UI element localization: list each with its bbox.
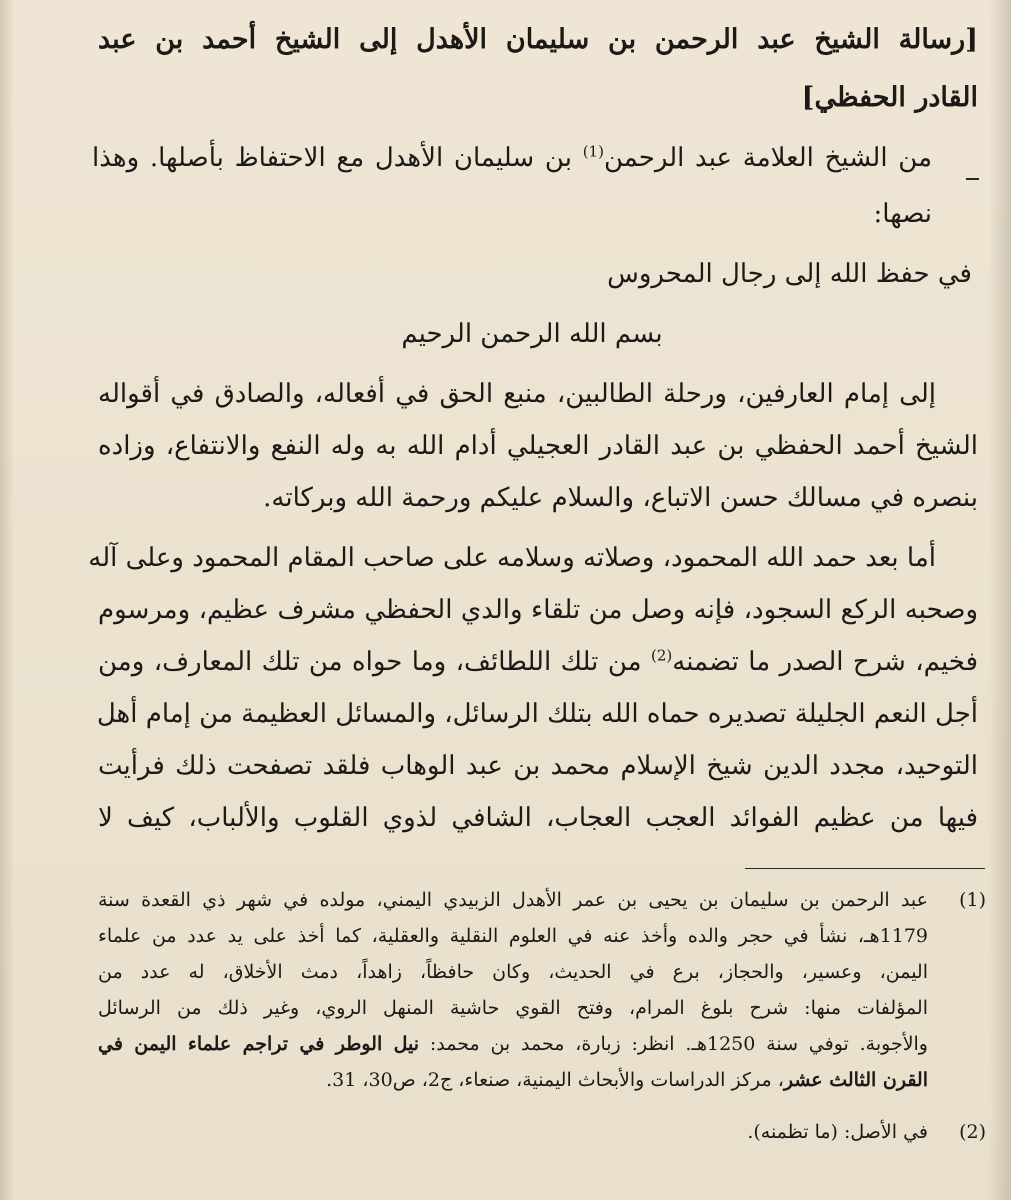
intro-line-1 (92, 140, 932, 176)
paragraph2-line-2: وصحبه الركع السجود، فإنه وصل من تلقاء والدي الحفظي مشرف عظيم، ومرسوم (98, 595, 978, 625)
paragraph2-text-after-ref: من تلك اللطائف، وما حواه من تلك المعارف، ومن (98, 647, 651, 677)
footnote-1-book-title-part-1: نيل الوطر في تراجم علماء اليمن في (98, 1033, 420, 1055)
footnote-1-line-4: المؤلفات منها: شرح بلوغ المرام، وفتح القوي حاشية المنهل الروي، وغير ذلك من الرسائل (98, 997, 928, 1019)
footnote-1-line-5 (98, 1030, 928, 1058)
footnote-2-text: في الأصل: (ما تظمنه). (747, 1121, 928, 1143)
footnote-1-line-2: 1179هـ، نشأ في حجر والده وأخذ عنه في العلوم النقلية والعقلية، كما أخذ على يد عدد من علماء (98, 925, 928, 947)
footnote-1-line-6-plain: ، مركز الدراسات والأبحاث اليمنية، صنعاء، ج2، ص30، 31. (326, 1069, 784, 1091)
paragraph2-line-4: أجل النعم الجليلة تصديره حماه الله بتلك الرسائل، والمسائل العظيمة من إمام أهل (96, 699, 978, 729)
page-left-edge-shading (0, 0, 14, 1200)
paragraph2-line-5: التوحيد، مجدد الدين شيخ الإسلام محمد بن عبد الوهاب فلقد تصفحت ذلك فرأيت (98, 751, 978, 781)
paragraph1-line-2: الشيخ أحمد الحفظي بن عبد القادر العجيلي أدام الله به وله النفع والانتفاع، وزاده (98, 431, 978, 461)
footnote-1-number: (1) (959, 889, 986, 911)
paragraph2-text-before-ref: فخيم، شرح الصدر ما تضمنه (672, 647, 978, 677)
intro-text-after-ref: بن سليمان الأهدل مع الاحتفاظ بأصلها. وهذا (92, 143, 583, 173)
heading-line-2: القادر الحفظي] (801, 82, 978, 113)
paragraph2-line-1: أما بعد حمد الله المحمود، وصلاته وسلامه على صاحب المقام المحمود وعلى آله (88, 543, 936, 573)
basmala: بسم الله الرحمن الرحيم (401, 319, 663, 349)
footnote-1-line-3: اليمن، وعسير، والحجاز، برع في الحديث، وكان حافظاً، زاهداً، دمث الأخلاق، له عدد من (98, 961, 928, 983)
heading-line-1: [رسالة الشيخ عبد الرحمن بن سليمان الأهدل إلى الشيخ أحمد بن عبد (98, 24, 978, 55)
footnote-1-line-6 (98, 1066, 928, 1094)
footnote-1-line-5-plain: والأجوبة. توفي سنة 1250هـ. انظر: زبارة، محمد بن محمد: (419, 1033, 928, 1055)
paragraph2-line-3 (98, 644, 978, 680)
paragraph1-line-3: بنصره في مسالك حسن الاتباع، والسلام عليكم ورحمة الله وبركاته. (263, 483, 978, 513)
footnote-1-line-1: عبد الرحمن بن سليمان بن يحيى بن عمر الأهدل الزبيدي اليمني، مولده في شهر ذي القعدة سنة (98, 889, 928, 911)
paragraph2-line-6: فيها من عظيم الفوائد العجب العجاب، الشافي لذوي القلوب والألباب، كيف لا (98, 803, 978, 833)
footnote-2-number: (2) (959, 1121, 986, 1143)
margin-dash-mark (966, 178, 979, 180)
footnote-1-book-title-part-2: القرن الثالث عشر (783, 1069, 928, 1091)
address-line: في حفظ الله إلى رجال المحروس (607, 259, 972, 289)
page-fold-shadow (989, 0, 1011, 1200)
footnote-ref-1: (1) (582, 142, 604, 161)
intro-text-before-ref: من الشيخ العلامة عبد الرحمن (603, 143, 932, 173)
footnote-separator (745, 868, 985, 869)
paragraph1-line-1: إلى إمام العارفين، ورحلة الطالبين، منبع الحق في أفعاله، والصادق في أقواله (98, 379, 936, 409)
intro-line-2: نصها: (873, 199, 932, 229)
footnote-ref-2: (2) (650, 646, 673, 665)
